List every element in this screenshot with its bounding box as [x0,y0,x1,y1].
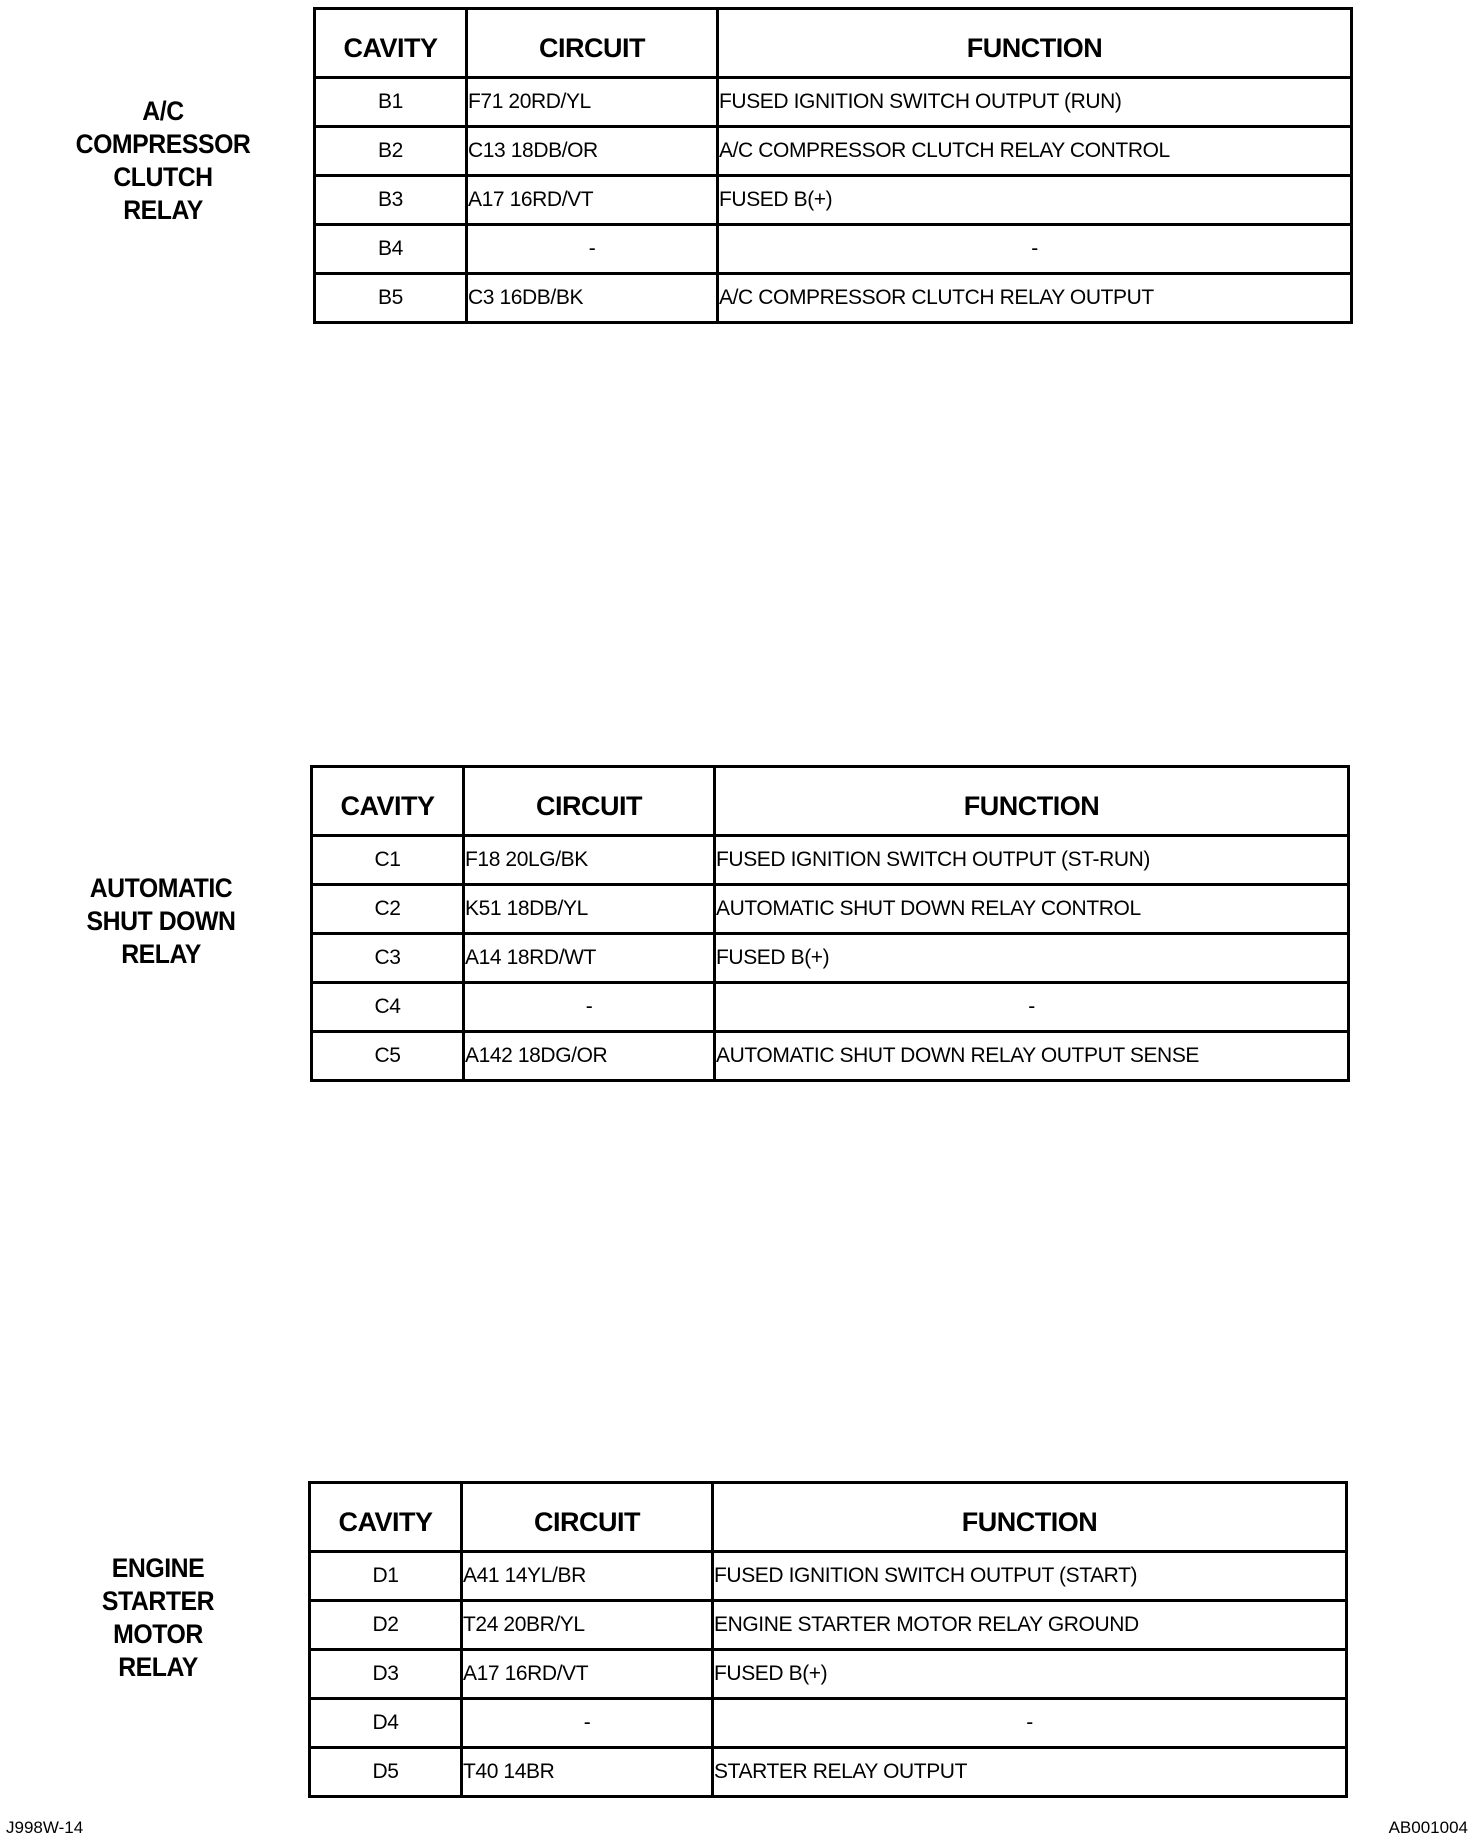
function-header: FUNCTION [718,9,1352,78]
relay-label-line: STARTER [101,1586,215,1616]
cavity-cell: D3 [310,1650,462,1699]
function-cell: - [718,225,1352,274]
cavity-header: CAVITY [315,9,467,78]
cavity-cell: D1 [310,1552,462,1601]
circuit-cell: F71 20RD/YL [467,78,718,127]
cavity-cell: C3 [312,934,464,983]
table-header-row [312,767,1349,836]
circuit-cell: - [467,225,718,274]
function-cell: ENGINE STARTER MOTOR RELAY GROUND [713,1601,1347,1650]
cavity-cell: C5 [312,1032,464,1081]
relay-label-line: A/C [142,96,184,126]
table-row [312,885,1349,934]
table-row [312,934,1349,983]
cavity-cell: D2 [310,1601,462,1650]
table-row [315,225,1352,274]
circuit-header: CIRCUIT [464,767,715,836]
relay-label-engine-starter-motor [66,1552,250,1684]
table-header-row [315,9,1352,78]
circuit-header: CIRCUIT [467,9,718,78]
table-row [310,1699,1347,1748]
circuit-cell: A142 18DG/OR [464,1032,715,1081]
relay-label-line: AUTOMATIC [89,873,233,903]
cavity-header: CAVITY [312,767,464,836]
function-cell: FUSED IGNITION SWITCH OUTPUT (START) [713,1552,1347,1601]
function-cell: FUSED B(+) [713,1650,1347,1699]
circuit-cell: C3 16DB/BK [467,274,718,323]
relay-label-line: ENGINE [111,1553,205,1583]
cavity-cell: B2 [315,127,467,176]
table-row [312,836,1349,885]
table-row [312,983,1349,1032]
cavity-cell: C1 [312,836,464,885]
function-cell: AUTOMATIC SHUT DOWN RELAY CONTROL [715,885,1349,934]
table-row [315,127,1352,176]
pin-table-ac-compressor-clutch-relay [313,7,1353,324]
figure-code-left: J998W-14 [6,1818,84,1837]
table-row [310,1650,1347,1699]
circuit-cell: K51 18DB/YL [464,885,715,934]
relay-label-ac-compressor-clutch [71,95,255,227]
cavity-cell: D4 [310,1699,462,1748]
relay-label-line: CLUTCH [113,162,213,192]
circuit-cell: T40 14BR [462,1748,713,1797]
cavity-cell: D5 [310,1748,462,1797]
circuit-cell: A41 14YL/BR [462,1552,713,1601]
relay-label-line: RELAY [123,195,203,225]
circuit-cell: A17 16RD/VT [467,176,718,225]
function-cell: - [715,983,1349,1032]
figure-code-right: AB001004 [1388,1818,1468,1837]
table-row [315,176,1352,225]
circuit-cell: C13 18DB/OR [467,127,718,176]
circuit-header: CIRCUIT [462,1483,713,1552]
function-cell: AUTOMATIC SHUT DOWN RELAY OUTPUT SENSE [715,1032,1349,1081]
relay-label-line: MOTOR [113,1619,203,1649]
cavity-header: CAVITY [310,1483,462,1552]
cavity-cell: B3 [315,176,467,225]
cavity-cell: B4 [315,225,467,274]
pin-table-engine-starter-motor-relay [308,1481,1348,1798]
function-cell: A/C COMPRESSOR CLUTCH RELAY OUTPUT [718,274,1352,323]
relay-label-line: SHUT DOWN [86,906,236,936]
table-row [310,1601,1347,1650]
table-row [315,274,1352,323]
function-header: FUNCTION [715,767,1349,836]
cavity-cell: B1 [315,78,467,127]
cavity-cell: C4 [312,983,464,1032]
function-cell: FUSED B(+) [718,176,1352,225]
function-cell: FUSED IGNITION SWITCH OUTPUT (RUN) [718,78,1352,127]
relay-label-line: RELAY [121,939,201,969]
circuit-cell: F18 20LG/BK [464,836,715,885]
cavity-cell: B5 [315,274,467,323]
table-row [315,78,1352,127]
function-cell: A/C COMPRESSOR CLUTCH RELAY CONTROL [718,127,1352,176]
circuit-cell: A17 16RD/VT [462,1650,713,1699]
relay-label-line: RELAY [118,1652,198,1682]
function-header: FUNCTION [713,1483,1347,1552]
function-cell: - [713,1699,1347,1748]
relay-label-line: COMPRESSOR [75,129,251,159]
table-row [310,1748,1347,1797]
cavity-cell: C2 [312,885,464,934]
circuit-cell: A14 18RD/WT [464,934,715,983]
table-row [310,1552,1347,1601]
table-header-row [310,1483,1347,1552]
circuit-cell: - [464,983,715,1032]
pin-table-automatic-shut-down-relay [310,765,1350,1082]
function-cell: FUSED B(+) [715,934,1349,983]
circuit-cell: - [462,1699,713,1748]
circuit-cell: T24 20BR/YL [462,1601,713,1650]
function-cell: STARTER RELAY OUTPUT [713,1748,1347,1797]
relay-label-automatic-shut-down [69,872,253,971]
function-cell: FUSED IGNITION SWITCH OUTPUT (ST-RUN) [715,836,1349,885]
table-row [312,1032,1349,1081]
